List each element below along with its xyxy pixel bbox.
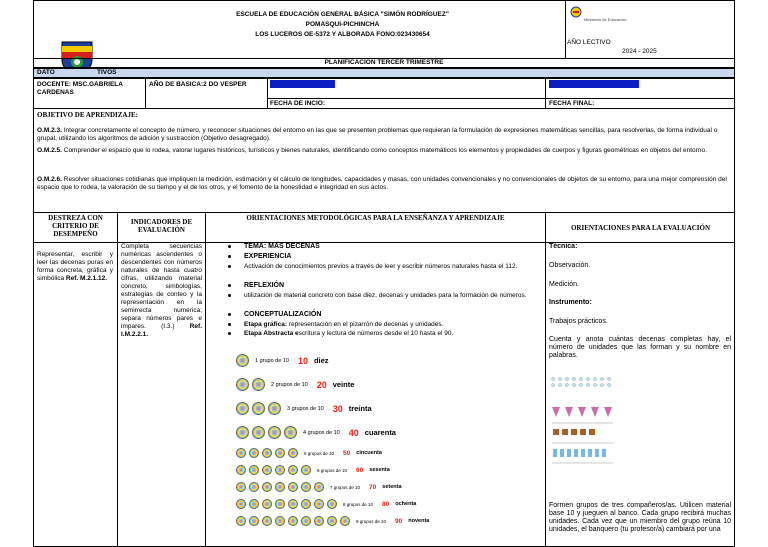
- reflexion-text: utilización de material concreto con base diez, decenas y unidades para la formación de números.: [244, 292, 527, 299]
- group-of-ten-icon: [275, 482, 285, 492]
- tens-number: 40: [348, 427, 359, 438]
- tens-number: 20: [316, 379, 327, 390]
- group-of-ten-icon: [252, 378, 265, 391]
- objetivos-box: [33, 108, 735, 213]
- group-of-ten-icon: [284, 426, 297, 439]
- group-of-ten-icon: [236, 448, 246, 458]
- objetivo-o3-text: Resolver situaciones cotidianas que impliquen la medición, estimación y el cálculo de longitudes, capacidades y masas, con unidades convencionales y no convencionales de objetos de su entorno, para una mejor comprensión del espacio que lo rodea, la valoración de su tiempo y el de los otros, y el fomento de la honestidad e integridad en sus actos.: [37, 176, 727, 191]
- group-of-ten-icon: [327, 499, 337, 509]
- school-location: POMASQUI-PICHINCHA: [305, 21, 380, 28]
- bullet-3: [228, 265, 231, 268]
- group-of-ten-icon: [288, 482, 298, 492]
- tens-word: setenta: [382, 484, 402, 490]
- tecnica-label: Técnica:: [549, 243, 578, 250]
- groups-label: 8 grupos de 10: [343, 501, 374, 507]
- info-divider: [267, 98, 735, 99]
- destreza-description: Representar, escribir y leer las decenas puras en forma concreta, gráfica y simbólica: [37, 251, 113, 282]
- plan-title: PLANIFICACIÓN TERCER TRIMESTRE: [324, 59, 444, 66]
- etapa-grafica-text: representación en el pizarrón de decenas y unidades.: [287, 321, 444, 328]
- etapa-abstracta-text: scritura y lectura de números desde el 10 hasta el 90.: [298, 330, 454, 337]
- destreza-text: [37, 251, 113, 283]
- experiencia-text: Activación de conocimientos previos a través de leer y escribir números naturales hasta el 112.: [244, 263, 518, 270]
- group-of-ten-icon: [262, 465, 272, 475]
- fecha-final: FECHA FINAL:: [549, 100, 595, 107]
- datos-band: [33, 68, 735, 78]
- groups-label: 2 grupos de 10: [271, 381, 308, 388]
- anio-basica: AÑO DE BASICA:2 DO VESPER: [149, 81, 247, 88]
- objetivo-o3: [37, 176, 731, 192]
- group-of-ten-icon: [288, 465, 298, 475]
- group-of-ten-icon: [301, 516, 311, 526]
- group-of-ten-icon: [314, 516, 324, 526]
- objetivo-o2: [37, 147, 731, 155]
- bullet-7: [228, 323, 231, 326]
- objetivo-o1: [37, 127, 731, 143]
- group-of-ten-icon: [236, 499, 246, 509]
- groups-label: 1 grupo de 10: [255, 357, 289, 364]
- tecnica-observacion: Observación.: [549, 262, 591, 269]
- tens-row: [236, 352, 532, 369]
- body-divider-3: [545, 242, 546, 547]
- group-of-ten-icon: [340, 516, 350, 526]
- etapa-grafica: [244, 321, 538, 329]
- body-divider-1: [117, 242, 118, 547]
- group-of-ten-icon: [236, 378, 249, 391]
- group-of-ten-icon: [252, 402, 265, 415]
- area-label: AREA: MATEMATICA: [270, 80, 336, 87]
- tens-word: treinta: [348, 404, 372, 413]
- bullet-6: [228, 313, 231, 316]
- group-of-ten-icon: [249, 516, 259, 526]
- indicador-ref: Ref. I.M.2.2.1.: [121, 323, 202, 338]
- actividad-2: Formen grupos de tres compañeros/as. Utilicen material base 10 y jueguen al banco. Cada grupo recibirá muchas unidades. Cada vez que un miembro del grupo reúna 10 unidades, el banquero (tu profesor/a) cambiará por una: [549, 502, 731, 533]
- tens-word: ochenta: [395, 501, 417, 507]
- tens-word: sesenta: [369, 467, 390, 473]
- tens-illustration: [232, 350, 532, 543]
- col-indicadores-title: INDICADORES DE EVALUACIÓN: [130, 218, 193, 234]
- tens-row: [236, 446, 532, 460]
- group-of-ten-icon: [236, 426, 249, 439]
- group-of-ten-icon: [327, 516, 337, 526]
- tens-number: 30: [332, 403, 343, 414]
- group-of-ten-icon: [249, 482, 259, 492]
- group-of-ten-icon: [314, 499, 324, 509]
- group-of-ten-icon: [288, 516, 298, 526]
- ministry-logo-text: Ministerio de Educación: [584, 17, 627, 22]
- tens-number: 80: [382, 500, 390, 508]
- tens-number: 10: [297, 355, 308, 366]
- groups-label: 4 grupos de 10: [303, 429, 340, 436]
- group-of-ten-icon: [275, 499, 285, 509]
- objetivo-o2-text: Comprender el espacio que lo rodea, valorar lugares históricos, turísticos y bienes naturales, identificando como conceptos matemáticos los elementos y propiedades de cuerpos y figuras geométricas en objetos del entorno.: [61, 147, 707, 154]
- body-divider-2: [205, 242, 206, 547]
- bullet-2: [228, 255, 231, 258]
- tens-number: 50: [343, 449, 351, 457]
- group-of-ten-icon: [252, 426, 265, 439]
- tens-word: noventa: [408, 518, 430, 524]
- objetivo-o2-code: O.M.2.5.: [37, 147, 62, 154]
- conceptualizacion-title: CONCEPTUALIZACIÓN: [244, 311, 322, 318]
- group-of-ten-icon: [236, 402, 249, 415]
- tens-word: cincuenta: [356, 450, 382, 456]
- tens-number: 70: [369, 483, 377, 491]
- groups-label: 7 grupos de 10: [330, 484, 361, 490]
- group-of-ten-icon: [301, 499, 311, 509]
- year-label: AÑO LECTIVO: [567, 39, 611, 46]
- fecha-inicio: FECHA DE INCIO:: [270, 100, 326, 107]
- indicador-description: Completa secuencias numéricas ascendentes o descendentes con números naturales de hasta cuatro cifras, utilizando material concreto, simbologías, estrategias de conteo y la representación en la semirrecta numérica; separa números pares e impares. (I.3.): [121, 243, 202, 330]
- group-of-ten-icon: [275, 465, 285, 475]
- groups-label: 5 grupos de 10: [304, 450, 335, 456]
- tens-row: [236, 514, 532, 528]
- group-of-ten-icon: [268, 402, 281, 415]
- tens-word: cuarenta: [364, 428, 396, 437]
- tens-row: [236, 463, 532, 477]
- col-metodologia-title: ORIENTACIONES METODOLÓGICAS PARA LA ENSEÑANZA Y APRENDIZAJE: [246, 214, 505, 222]
- group-of-ten-icon: [275, 448, 285, 458]
- group-of-ten-icon: [236, 465, 246, 475]
- group-of-ten-icon: [288, 448, 298, 458]
- worksheet-shapes-illustration: [550, 405, 615, 467]
- groups-label: 3 grupos de 10: [287, 405, 324, 412]
- asignatura-label: ASIGNATURA: MATEMATICA: [549, 80, 639, 87]
- instrumento-value: Trabajos prácticos.: [549, 318, 608, 325]
- school-name: ESCUELA DE EDUCACIÓN GENERAL BÁSICA "SIMÓN RODRÍGUEZ": [236, 11, 449, 18]
- group-of-ten-icon: [275, 516, 285, 526]
- group-of-ten-icon: [301, 465, 311, 475]
- datos-label-right: TIVOS: [97, 69, 117, 76]
- group-of-ten-icon: [268, 426, 281, 439]
- etapa-abstracta-label: Etapa Abstracta e: [244, 330, 299, 337]
- groups-label: 6 grupos de 10: [317, 467, 348, 473]
- group-of-ten-icon: [262, 482, 272, 492]
- tens-row: [236, 400, 532, 417]
- tecnica-medicion: Medición.: [549, 281, 579, 288]
- docente-label: DOCENTE: MSC.GABRIELA CARDENAS: [37, 81, 123, 96]
- bullet-4: [228, 284, 231, 287]
- group-of-ten-icon: [262, 448, 272, 458]
- destreza-ref: Ref. M.2.1.12.: [65, 275, 108, 282]
- group-of-ten-icon: [262, 499, 272, 509]
- experiencia-title: EXPERIENCIA: [244, 253, 292, 260]
- group-of-ten-icon: [301, 482, 311, 492]
- bullet-8: [228, 332, 231, 335]
- groups-label: 9 grupos de 10: [356, 518, 387, 524]
- instrumento-label: Instrumento:: [549, 299, 592, 306]
- group-of-ten-icon: [262, 516, 272, 526]
- objetivo-o1-text: Integrar concretamente el concepto de número, y reconocer situaciones del entorno en las que se presenten problemas que requieran la formulación de expresiones matemáticas sencillas, para resolverlas, de forma individual o grupal, utilizando los algoritmos de adición y sustracción (Objetivo desagregado).: [37, 127, 718, 142]
- tens-row: [236, 497, 532, 511]
- col-evaluacion-title: ORIENTACIONES PARA LA EVALUACIÓN: [570, 224, 711, 232]
- bullet-1: [228, 245, 231, 248]
- objetivo-o1-code: O.M.2.3.: [37, 127, 62, 134]
- tens-row: [236, 480, 532, 494]
- objetivos-title: OBJETIVO DE APRENDIZAJE:: [37, 111, 138, 119]
- tens-word: diez: [313, 356, 329, 365]
- bullet-5: [228, 294, 231, 297]
- objetivo-o3-code: O.M.2.6.: [37, 176, 62, 183]
- actividad-1: Cuenta y anota cuántas decenas completas hay, el número de unidades que las forman y su nombre en palabras.: [549, 336, 731, 359]
- tens-row: [236, 376, 532, 393]
- etapa-grafica-label: Etapa gráfica:: [244, 321, 287, 328]
- group-of-ten-icon: [249, 448, 259, 458]
- tens-number: 90: [395, 517, 403, 525]
- group-of-ten-icon: [236, 482, 246, 492]
- group-of-ten-icon: [236, 354, 249, 367]
- tens-row: [236, 424, 532, 441]
- group-of-ten-icon: [314, 482, 324, 492]
- indicador-text: [121, 243, 202, 339]
- col-destreza-title: DESTREZA CON CRITERIO DE DESEMPEÑO: [48, 214, 103, 238]
- tema-title: TEMA: MÁS DECENAS: [244, 243, 320, 250]
- tens-word: veinte: [332, 380, 355, 389]
- group-of-ten-icon: [288, 499, 298, 509]
- year-value: 2024 - 2025: [622, 48, 657, 55]
- group-of-ten-icon: [249, 465, 259, 475]
- group-of-ten-icon: [236, 516, 246, 526]
- tens-number: 60: [356, 466, 364, 474]
- reflexion-title: REFLEXIÓN: [244, 282, 285, 289]
- group-of-ten-icon: [249, 499, 259, 509]
- etapa-abstracta: [244, 330, 538, 338]
- school-address: LOS LUCEROS OE-5372 Y ALBORADA FONO:023430654: [255, 31, 430, 38]
- datos-label-left: DATO: [37, 69, 55, 76]
- worksheet-dots-illustration: [550, 375, 615, 389]
- ministry-logo-icon: [570, 5, 582, 17]
